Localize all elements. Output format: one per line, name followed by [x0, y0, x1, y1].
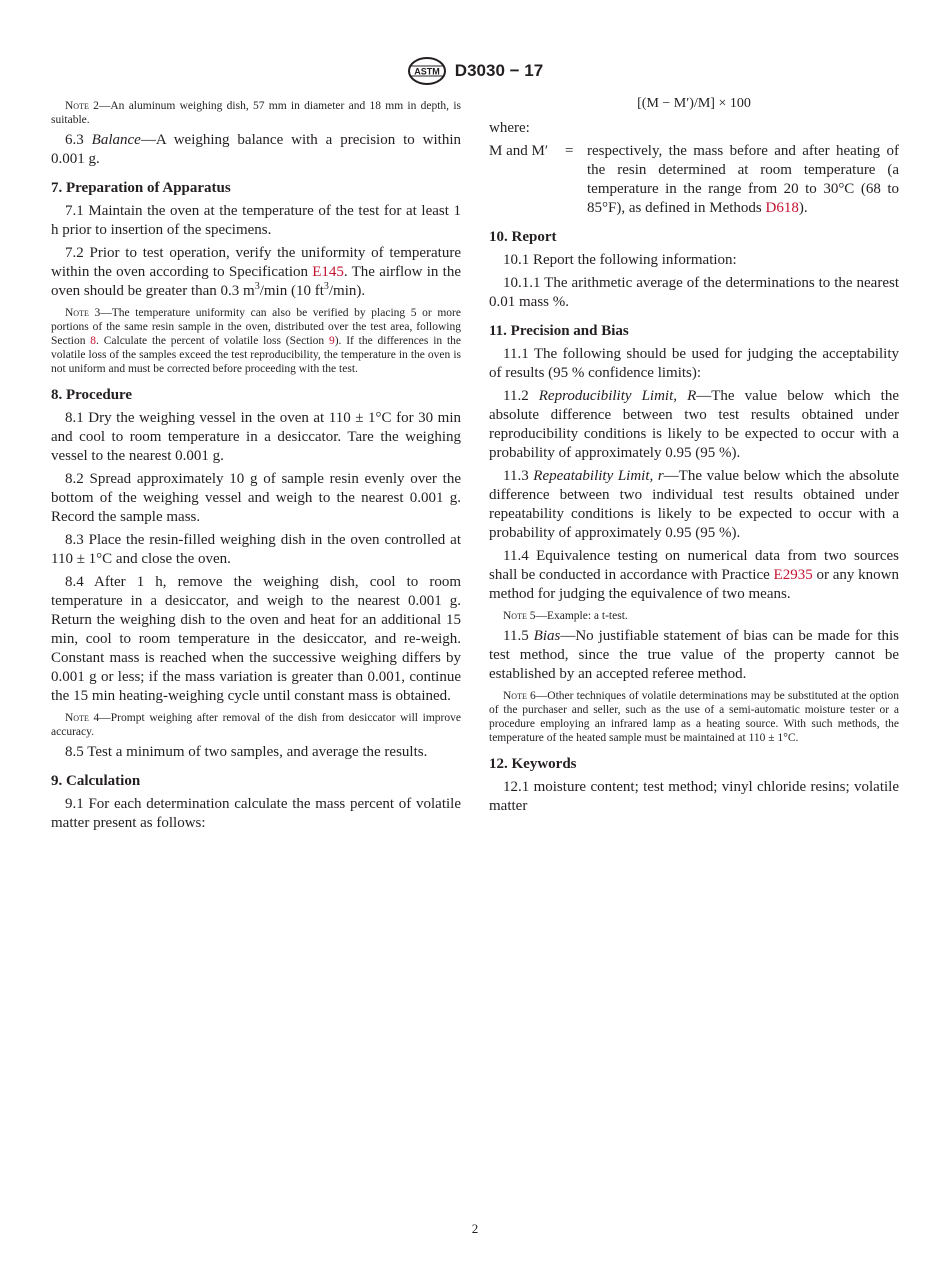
section-10-1-1: 10.1.1 The arithmetic average of the determinations to the nearest 0.01 mass %. [489, 275, 899, 310]
heading-section-12: 12. Keywords [489, 756, 577, 772]
heading-section-8: 8. Procedure [51, 387, 133, 403]
where-description: respectively, the mass before and after heating of the resin determined at room temperature (a temperature in the range from 20 to 30°C (68 to 85°F), as defined in Methods D618). [587, 143, 899, 216]
section-11-2: 11.2 Reproducibility Limit, R—The value below which the absolute difference between two test results obtained under reproducibility conditions is likely to be expected to occur with a probability of approximately 0.95 (95 %). [489, 388, 899, 461]
left-column [51, 94, 461, 833]
section-11-3: 11.3 Repeatability Limit, r—The value below which the absolute difference between two individual test results obtained under repeatability conditions is likely to be expected to occur with a probability of approximately 0.95 (95 %). [489, 468, 899, 541]
page-header [0, 56, 950, 86]
page-number: 2 [471, 1221, 479, 1236]
ref-d618-link[interactable]: D618 [765, 200, 799, 216]
note-4: Note 4—Prompt weighing after removal of the dish from desiccator will improve accuracy. [51, 712, 461, 738]
where-equals: = [565, 143, 574, 159]
section-8-1: 8.1 Dry the weighing vessel in the oven at 110 ± 1°C for 30 min and cool to room temperature in a desiccator. Tare the weighing vessel to the nearest 0.001 g. [51, 410, 461, 464]
section-7-1: 7.1 Maintain the oven at the temperature of the test for at least 1 h prior to insertion of the specimens. [51, 203, 461, 238]
section-7-2: 7.2 Prior to test operation, verify the uniformity of temperature within the oven according to Specification E145. The airflow in the oven should be greater than 0.3 $m^3/\min$ (10 $ft^3/\min$). [51, 245, 461, 299]
heading-section-11: 11. Precision and Bias [489, 323, 629, 339]
heading-section-10: 10. Report [489, 229, 557, 245]
note-2: Note 2—An aluminum weighing dish, 57 mm in diameter and 18 mm in depth, is suitable. [51, 100, 461, 126]
astm-logo-icon [407, 56, 447, 86]
section-11-5: 11.5 Bias—No justifiable statement of bias can be made for this test method, since the true value of the property cannot be established by an accepted referee method. [489, 628, 899, 682]
section-8-3: 8.3 Place the resin-filled weighing dish in the oven controlled at 110 ± 1°C and close the oven. [51, 532, 461, 567]
section-11-1: 11.1 The following should be used for judging the acceptability of results (95 % confidence limits): [489, 346, 899, 381]
note-5: Note 5—Example: a t-test. [503, 610, 628, 622]
where-symbol: M and M′ [489, 143, 549, 159]
ref-section-9-link[interactable]: 9 [328, 335, 335, 347]
ref-section-8-link[interactable]: 8 [90, 335, 97, 347]
heading-section-9: 9. Calculation [51, 773, 141, 789]
where-definition [489, 142, 899, 218]
section-11-4: 11.4 Equivalence testing on numerical data from two sources shall be conducted in accordance with Practice E2935 or any known method for judging the equivalence of two means. [489, 548, 899, 602]
section-8-4: 8.4 After 1 h, remove the weighing dish, cool to room temperature in a desiccator, and weigh to the nearest 0.001 g. Return the weighing dish to the oven and heat for an additional 15 min, cool to room temperature in the desiccator, and re-weigh. Constant mass is reached when the successive weighing differs by 0.001 g or less; if the mass variation is greater than 0.001, continue the 15 min heating-weighing cycle until constant mass is obtained. [51, 574, 461, 704]
section-8-2: 8.2 Spread approximately 10 g of sample resin evenly over the bottom of the weighing vessel and weigh to the nearest 0.001 g. Record the sample mass. [51, 471, 461, 525]
section-9-1: 9.1 For each determination calculate the mass percent of volatile matter present as follows: [51, 796, 461, 831]
right-column [489, 94, 899, 816]
document-id: D3030 − 17 [454, 61, 544, 80]
note-6: Note 6—Other techniques of volatile determinations may be substituted at the option of the purchaser and seller, such as the use of a semi-automatic moisture tester or a procedure employing an infrared lamp as a heating source. With such methods, the temperature of the heated sample must be maintained at 110 ± 1°C. [489, 690, 899, 744]
heading-section-7: 7. Preparation of Apparatus [51, 180, 231, 196]
note-3: Note 3—The temperature uniformity can also be verified by placing 5 or more portions of the same resin sample in the oven, distributed over the test area, following Section 8. Calculate the percent of volatile loss (Section 9). If the differences in the volatile loss of the samples exceed the test reproducibility, the temperature in the oven is not uniform and must be corrected before proceeding with the test. [51, 307, 461, 375]
section-12-1: 12.1 moisture content; test method; vinyl chloride resins; volatile matter [489, 779, 899, 814]
volatile-formula: [(M − M′)/M] × 100 [637, 96, 751, 111]
section-8-5: 8.5 Test a minimum of two samples, and average the results. [65, 744, 428, 760]
section-10-1: 10.1 Report the following information: [503, 252, 737, 268]
ref-e145-link[interactable]: E145 [312, 264, 344, 280]
svg-text:ASTM: ASTM [414, 66, 440, 77]
where-label: where: [489, 120, 530, 136]
section-6-3: 6.3 Balance—A weighing balance with a precision to within 0.001 g. [51, 132, 461, 167]
ref-e2935-link[interactable]: E2935 [773, 567, 813, 583]
